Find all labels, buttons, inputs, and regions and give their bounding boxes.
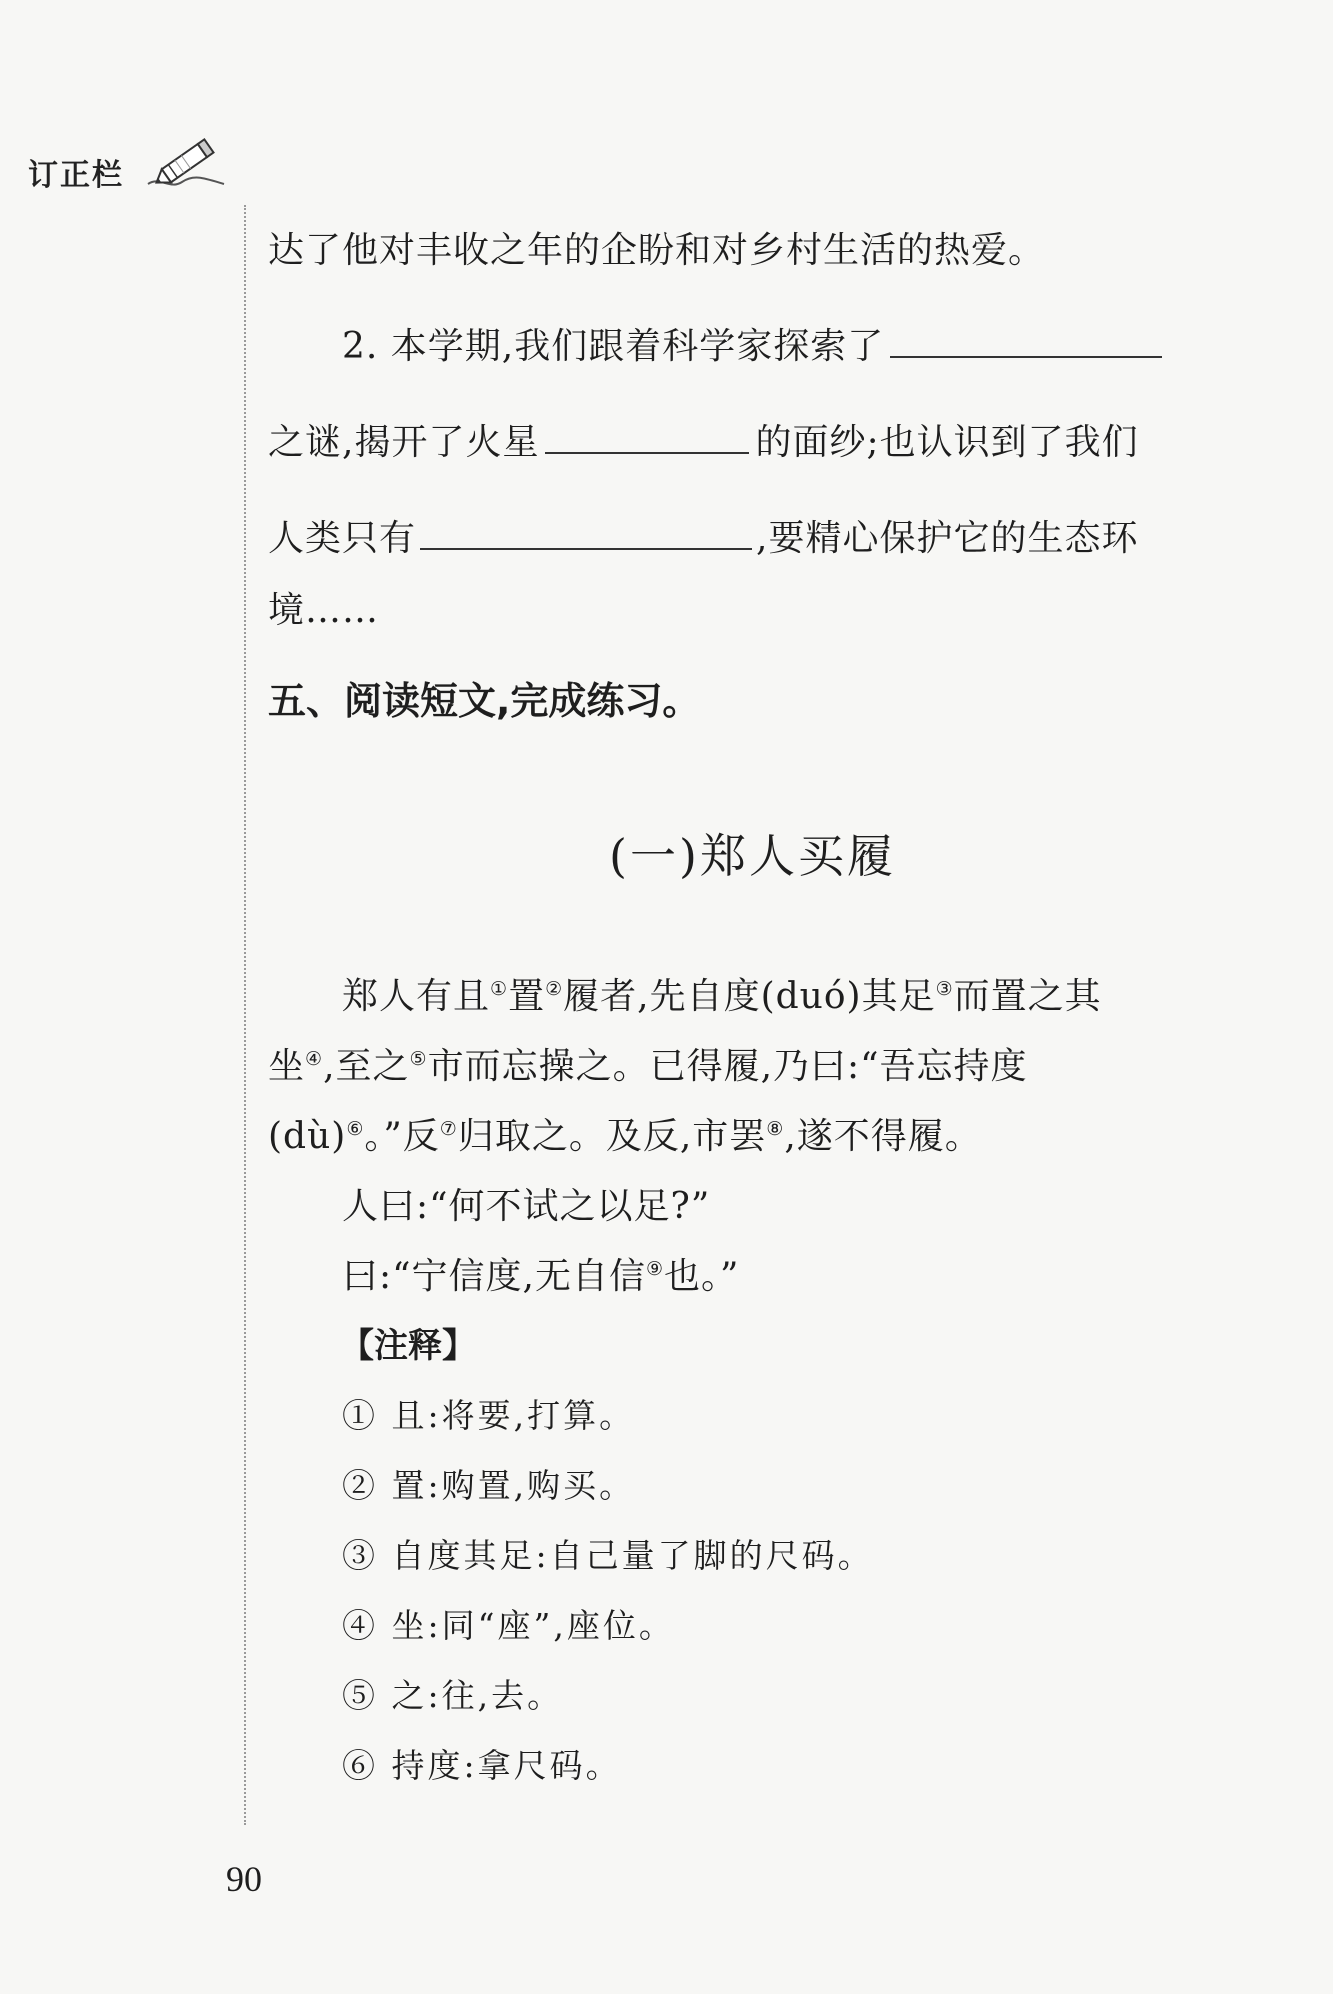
footnote-ref: ① bbox=[490, 978, 509, 1000]
dotted-margin-divider bbox=[244, 205, 246, 1825]
footnote-ref: ③ bbox=[935, 978, 954, 1000]
passage-text: (dù) bbox=[268, 1116, 347, 1157]
passage-text: 也。” bbox=[664, 1256, 740, 1297]
note-item: ① 且:将要,打算。 bbox=[342, 1396, 636, 1435]
question-2-line1 bbox=[342, 318, 1162, 369]
text-line: 达了他对丰收之年的企盼和对乡村生活的热爱。 bbox=[268, 230, 1046, 271]
section-heading: 五、阅读短文,完成练习。 bbox=[268, 679, 701, 723]
answer-blank-1[interactable] bbox=[890, 328, 1162, 358]
footnote-ref: ④ bbox=[305, 1048, 324, 1070]
pencil-icon bbox=[140, 132, 232, 194]
passage-text: 履者,先自度(duó)其足 bbox=[563, 976, 936, 1017]
question-2-line2 bbox=[268, 414, 1139, 465]
answer-blank-3[interactable] bbox=[420, 520, 752, 550]
footnote-ref: ⑤ bbox=[409, 1048, 428, 1070]
passage-line-2 bbox=[268, 1038, 1028, 1089]
passage-text: 曰:“宁信度,无自信 bbox=[342, 1256, 646, 1297]
answer-blank-2[interactable] bbox=[545, 424, 749, 454]
passage-line-1 bbox=[342, 968, 1102, 1019]
footnote-ref: ⑥ bbox=[346, 1118, 365, 1140]
notes-heading: 【注释】 bbox=[340, 1326, 476, 1366]
passage-line-3 bbox=[268, 1108, 982, 1159]
footnote-ref: ⑦ bbox=[439, 1118, 458, 1140]
passage-text: ,至之 bbox=[323, 1046, 410, 1087]
passage-line-5 bbox=[342, 1248, 739, 1299]
passage-title: (一)郑人买履 bbox=[609, 829, 896, 883]
passage-text: 置 bbox=[508, 976, 546, 1017]
question-text: 的面纱;也认识到了我们 bbox=[755, 422, 1139, 463]
correction-column-label: 订正栏 bbox=[28, 158, 124, 193]
footnote-ref: ② bbox=[545, 978, 564, 1000]
passage-text: 坐 bbox=[268, 1046, 306, 1087]
note-item: ⑤ 之:往,去。 bbox=[342, 1676, 564, 1715]
question-text: 人类只有 bbox=[268, 518, 417, 559]
question-text: 2. 本学期,我们跟着科学家探索了 bbox=[342, 326, 885, 367]
page-number: 90 bbox=[226, 1859, 262, 1899]
passage-text: ,遂不得履。 bbox=[784, 1116, 982, 1157]
question-2-line3 bbox=[268, 510, 1138, 561]
passage-line-4: 人曰:“何不试之以足?” bbox=[342, 1186, 711, 1227]
note-item: ④ 坐:同“座”,座位。 bbox=[342, 1606, 675, 1645]
footnote-ref: ⑧ bbox=[766, 1118, 785, 1140]
note-item: ⑥ 持度:拿尺码。 bbox=[342, 1746, 622, 1785]
question-2-line4: 境…… bbox=[268, 590, 380, 631]
question-text: ,要精心保护它的生态环 bbox=[756, 518, 1139, 559]
passage-text: 归取之。及反,市罢 bbox=[457, 1116, 767, 1157]
note-item: ③ 自度其足:自己量了脚的尺码。 bbox=[342, 1536, 874, 1575]
passage-text: 郑人有且 bbox=[342, 976, 491, 1017]
passage-text: 市而忘操之。已得履,乃曰:“吾忘持度 bbox=[427, 1046, 1028, 1087]
note-item: ② 置:购置,购买。 bbox=[342, 1466, 636, 1505]
passage-text: 而置之其 bbox=[953, 976, 1102, 1017]
passage-text: 。”反 bbox=[364, 1116, 440, 1157]
footnote-ref: ⑨ bbox=[645, 1258, 665, 1280]
question-text: 之谜,揭开了火星 bbox=[268, 422, 540, 463]
